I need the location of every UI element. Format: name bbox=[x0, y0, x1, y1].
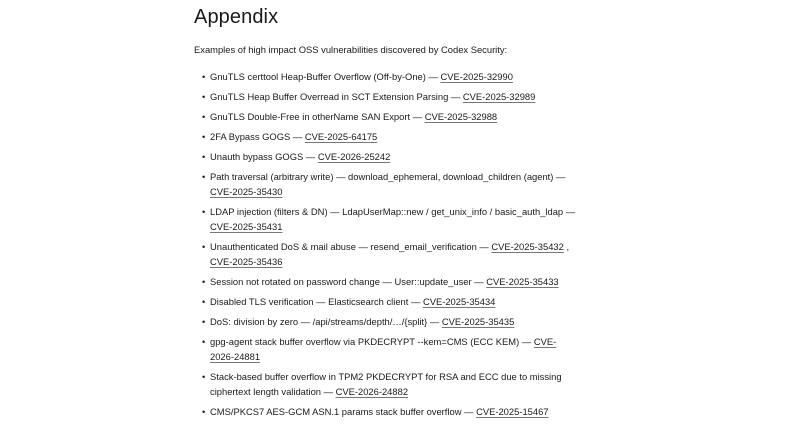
vulnerability-description: Unauth bypass GOGS — bbox=[210, 151, 318, 162]
vulnerability-description: GnuTLS Double-Free in otherName SAN Export — bbox=[210, 111, 425, 122]
cve-link[interactable]: CVE-2025-35433 bbox=[486, 276, 559, 287]
vulnerability-description: CMS/PKCS7 AES-GCM ASN.1 params stack buffer overflow — bbox=[210, 406, 477, 417]
bullet-icon: • bbox=[202, 406, 206, 417]
vulnerability-description: Session not rotated on password change — User::update_user — bbox=[210, 276, 487, 287]
list-item bbox=[194, 334, 580, 364]
vulnerability-description: Stack-based buffer overflow in TPM2 PKDECRYPT for RSA and ECC due to missing ciphertext length validation — bbox=[210, 371, 562, 397]
bullet-icon: • bbox=[202, 131, 206, 142]
bullet-icon: • bbox=[202, 241, 206, 252]
appendix-section bbox=[194, 0, 594, 424]
list-item bbox=[194, 89, 580, 104]
cve-link[interactable]: CVE-2025-35435 bbox=[441, 316, 515, 327]
bullet-icon: • bbox=[202, 296, 206, 307]
list-item bbox=[194, 314, 580, 329]
cve-link[interactable]: CVE-2026-25242 bbox=[317, 151, 391, 162]
bullet-icon: • bbox=[202, 316, 206, 327]
vulnerability-description: 2FA Bypass GOGS — bbox=[210, 131, 305, 142]
cve-link[interactable]: CVE-2025-32990 bbox=[440, 71, 513, 82]
list-item bbox=[194, 204, 580, 234]
list-item bbox=[194, 404, 580, 419]
vulnerability-description: DoS: division by zero — /api/streams/depth/…/{split} — bbox=[210, 316, 442, 327]
bullet-icon: • bbox=[202, 371, 206, 382]
bullet-icon: • bbox=[202, 91, 206, 102]
vulnerability-description: Path traversal (arbitrary write) — download_ephemeral, download_children (agent) — bbox=[210, 171, 566, 182]
cve-link[interactable]: CVE-2025-15467 bbox=[476, 406, 549, 417]
bullet-icon: • bbox=[202, 111, 206, 122]
cve-link[interactable]: CVE-2025-35430 bbox=[210, 186, 283, 197]
bullet-icon: • bbox=[202, 336, 206, 347]
intro-text: Examples of high impact OSS vulnerabilities discovered by Codex Security: bbox=[194, 44, 508, 55]
cve-separator: , bbox=[563, 241, 570, 252]
cve-link[interactable]: CVE-2025-32988 bbox=[424, 111, 498, 122]
vulnerability-description: GnuTLS certtool Heap-Buffer Overflow (Off-by-One) — bbox=[210, 71, 441, 82]
bullet-icon: • bbox=[202, 171, 206, 182]
bullet-icon: • bbox=[202, 71, 206, 82]
vulnerability-description: Disabled TLS verification — Elasticsearch client — bbox=[210, 296, 423, 307]
bullet-icon: • bbox=[202, 276, 206, 287]
list-item bbox=[194, 239, 580, 269]
vulnerability-description: LDAP injection (filters & DN) — LdapUserMap::new / get_unix_info / basic_auth_ldap — bbox=[210, 206, 576, 217]
cve-link[interactable]: CVE-2025-35431 bbox=[210, 221, 283, 232]
bullet-icon: • bbox=[202, 206, 206, 217]
list-item bbox=[194, 294, 580, 309]
cve-link[interactable]: CVE-2025-35434 bbox=[422, 296, 496, 307]
vulnerability-list bbox=[194, 69, 594, 419]
list-item bbox=[194, 274, 580, 289]
cve-link[interactable]: CVE-2025-32989 bbox=[462, 91, 536, 102]
list-item bbox=[194, 69, 580, 84]
cve-link[interactable]: CVE-2026-24881 bbox=[210, 336, 557, 362]
list-item bbox=[194, 169, 580, 199]
bullet-icon: • bbox=[202, 151, 206, 162]
list-item bbox=[194, 129, 580, 144]
list-item bbox=[194, 369, 580, 399]
cve-link[interactable]: CVE-2025-35432 bbox=[491, 241, 564, 252]
vulnerability-description: gpg-agent stack buffer overflow via PKDECRYPT --kem=CMS (ECC KEM) — bbox=[210, 336, 534, 347]
cve-link[interactable]: CVE-2026-24882 bbox=[335, 386, 409, 397]
cve-link[interactable]: CVE-2025-64175 bbox=[304, 131, 378, 142]
list-item bbox=[194, 149, 580, 164]
list-item bbox=[194, 109, 580, 124]
cve-link[interactable]: CVE-2025-35436 bbox=[210, 256, 283, 267]
vulnerability-description: GnuTLS Heap Buffer Overread in SCT Extension Parsing — bbox=[210, 91, 463, 102]
page-title: Appendix bbox=[194, 6, 279, 28]
vulnerability-description: Unauthenticated DoS & mail abuse — resend_email_verification — bbox=[210, 241, 492, 252]
